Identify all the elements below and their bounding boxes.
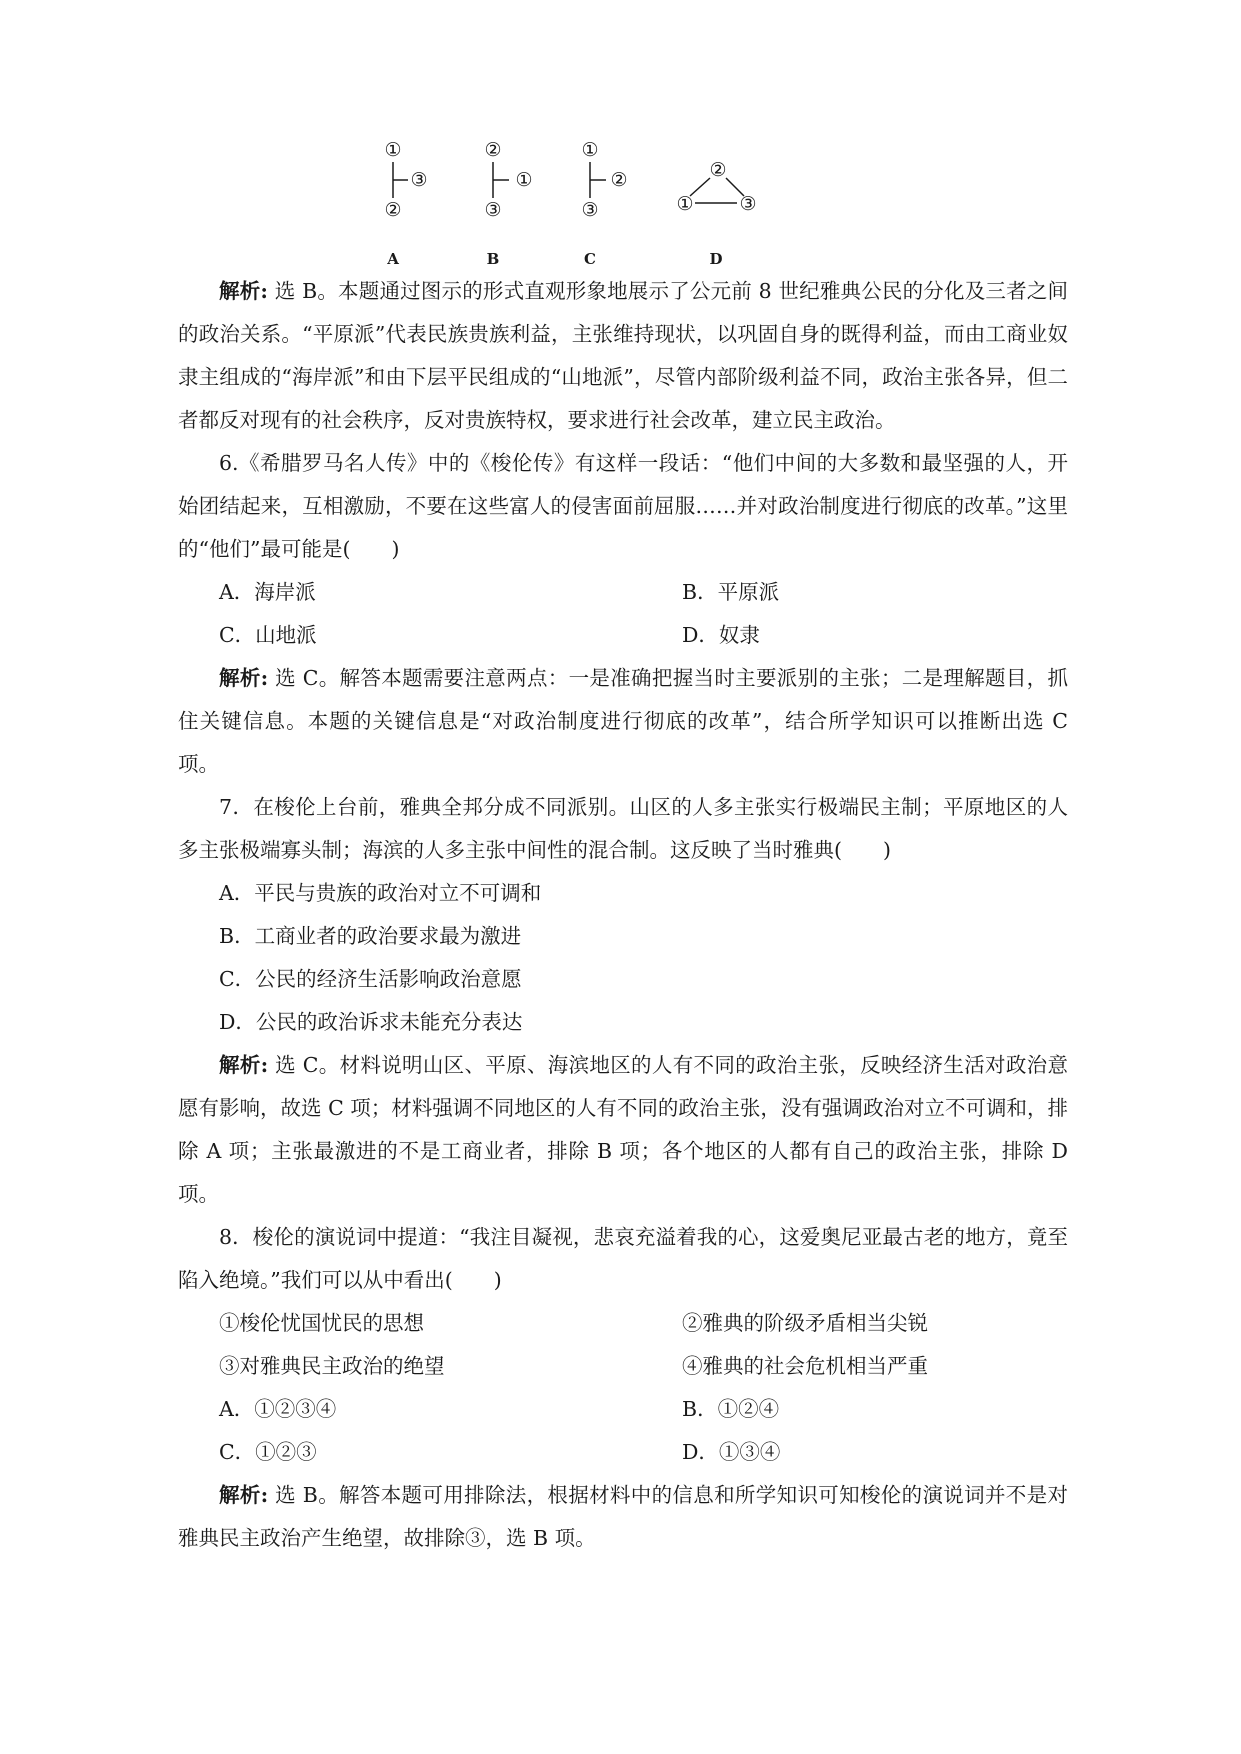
analysis-label: 解析: (219, 666, 269, 690)
question-7-option-b[interactable]: B．工商业者的政治要求最为激进 (219, 924, 522, 948)
diagram-b-bottom: ③ (484, 199, 502, 221)
diagram-option-a (384, 139, 427, 268)
analysis-text: 选 C。解答本题需要注意两点：一是准确把握当时主要派别的主张；二是理解题目，抓住关键信息。本题的关键信息是“对政治制度进行彻底的改革”，结合所学知识可以推断出选 C 项。 (178, 666, 1068, 776)
question-8-items-row-2 (178, 1345, 1068, 1388)
diagram-c-bottom: ③ (581, 199, 599, 221)
document-content (178, 270, 1068, 1560)
question-8-items-row-1 (178, 1302, 1068, 1345)
analysis-q7 (178, 1044, 1068, 1216)
analysis-text: 选 C。材料说明山区、平原、海滨地区的人有不同的政治主张，反映经济生活对政治意愿有影响，故选 C 项；材料强调不同地区的人有不同的政治主张，没有强调政治对立不可调和，排除 A 项；主张最激进的不是工商业者，排除 B 项；各个地区的人都有自己的政治主张，排除 D 项。 (178, 1053, 1068, 1206)
question-6-options-row-2 (178, 614, 1068, 657)
analysis-text: 选 B。解答本题可用排除法，根据材料中的信息和所学知识可知梭伦的演说词并不是对雅典民主政治产生绝望，故排除③，选 B 项。 (178, 1483, 1068, 1550)
question-6-option-a[interactable]: A．海岸派 (219, 580, 316, 604)
diagram-b-right: ① (515, 169, 533, 191)
question-8-options-row-1 (178, 1388, 1068, 1431)
analysis-q5 (178, 270, 1068, 442)
diagram-a-top: ① (384, 139, 402, 161)
diagram-b-label: B (486, 250, 500, 268)
diagram-c-right: ② (610, 169, 628, 191)
analysis-label: 解析: (219, 1483, 269, 1507)
question-8-options-row-2 (178, 1431, 1068, 1474)
diagram-d-label: D (709, 250, 723, 268)
question-8-item-4: ④雅典的社会危机相当严重 (682, 1354, 928, 1378)
question-6-stem: 6.《希腊罗马名人传》中的《梭伦传》有这样一段话：“他们中间的大多数和最坚强的人，开始团结起来，互相激励，不要在这些富人的侵害面前屈服……并对政治制度进行彻底的改革。”这里的“他们”最可能是( ) (178, 451, 1068, 561)
question-6-options-row-1 (178, 571, 1068, 614)
diagram-d-top: ② (709, 159, 727, 181)
question-6-option-b[interactable]: B．平原派 (682, 580, 780, 604)
diagram-c-label: C (584, 250, 596, 268)
question-8-option-d[interactable]: D．①③④ (682, 1440, 781, 1464)
question-8-stem: 8．梭伦的演说词中提道：“我注目凝视，悲哀充溢着我的心，这爱奥尼亚最古老的地方，竟至陷入绝境。”我们可以从中看出( ) (178, 1225, 1068, 1292)
question-6-option-d[interactable]: D．奴隶 (682, 623, 760, 647)
diagram-d-left: ① (676, 193, 694, 215)
diagram-c-top: ① (581, 139, 599, 161)
question-8-item-1: ①梭伦忧国忧民的思想 (219, 1311, 424, 1335)
question-8-option-a[interactable]: A．①②③④ (219, 1397, 337, 1421)
question-8-item-2: ②雅典的阶级矛盾相当尖锐 (682, 1311, 928, 1335)
question-8-item-3: ③对雅典民主政治的绝望 (219, 1354, 445, 1378)
question-7-option-d[interactable]: D．公民的政治诉求未能充分表达 (219, 1010, 523, 1034)
question-7-option-c[interactable]: C．公民的经济生活影响政治意愿 (219, 967, 522, 991)
question-7-stem: 7．在梭伦上台前，雅典全邦分成不同派别。山区的人多主张实行极端民主制；平原地区的人多主张极端寡头制；海滨的人多主张中间性的混合制。这反映了当时雅典( ) (178, 795, 1068, 862)
diagram-a-right: ③ (410, 169, 428, 191)
diagram-b-top: ② (484, 139, 502, 161)
faction-diagram (384, 139, 880, 270)
faction-diagram-svg (384, 139, 880, 270)
diagram-option-d (676, 159, 756, 268)
diagram-a-bottom: ② (384, 199, 402, 221)
diagram-a-label: A (387, 250, 399, 268)
question-6-option-c[interactable]: C．山地派 (219, 623, 317, 647)
question-8-option-b[interactable]: B．①②④ (682, 1397, 780, 1421)
question-7-option-a[interactable]: A．平民与贵族的政治对立不可调和 (219, 881, 542, 905)
question-8-option-c[interactable]: C．①②③ (219, 1440, 317, 1464)
analysis-q8 (178, 1474, 1068, 1560)
diagram-option-b (484, 139, 532, 268)
analysis-q6 (178, 657, 1068, 786)
diagram-option-c (581, 139, 627, 268)
analysis-label: 解析: (219, 1053, 269, 1077)
analysis-text: 选 B。本题通过图示的形式直观形象地展示了公元前 8 世纪雅典公民的分化及三者之间的政治关系。“平原派”代表民族贵族利益，主张维持现状，以巩固自身的既得利益，而由工商业奴隶主组成的“海岸派”和由下层平民组成的“山地派”，尽管内部阶级利益不同，政治主张各异，但二者都反对现有的社会秩序，反对贵族特权，要求进行社会改革，建立民主政治。 (178, 279, 1068, 432)
analysis-label: 解析: (219, 279, 268, 303)
diagram-d-right: ③ (739, 193, 757, 215)
